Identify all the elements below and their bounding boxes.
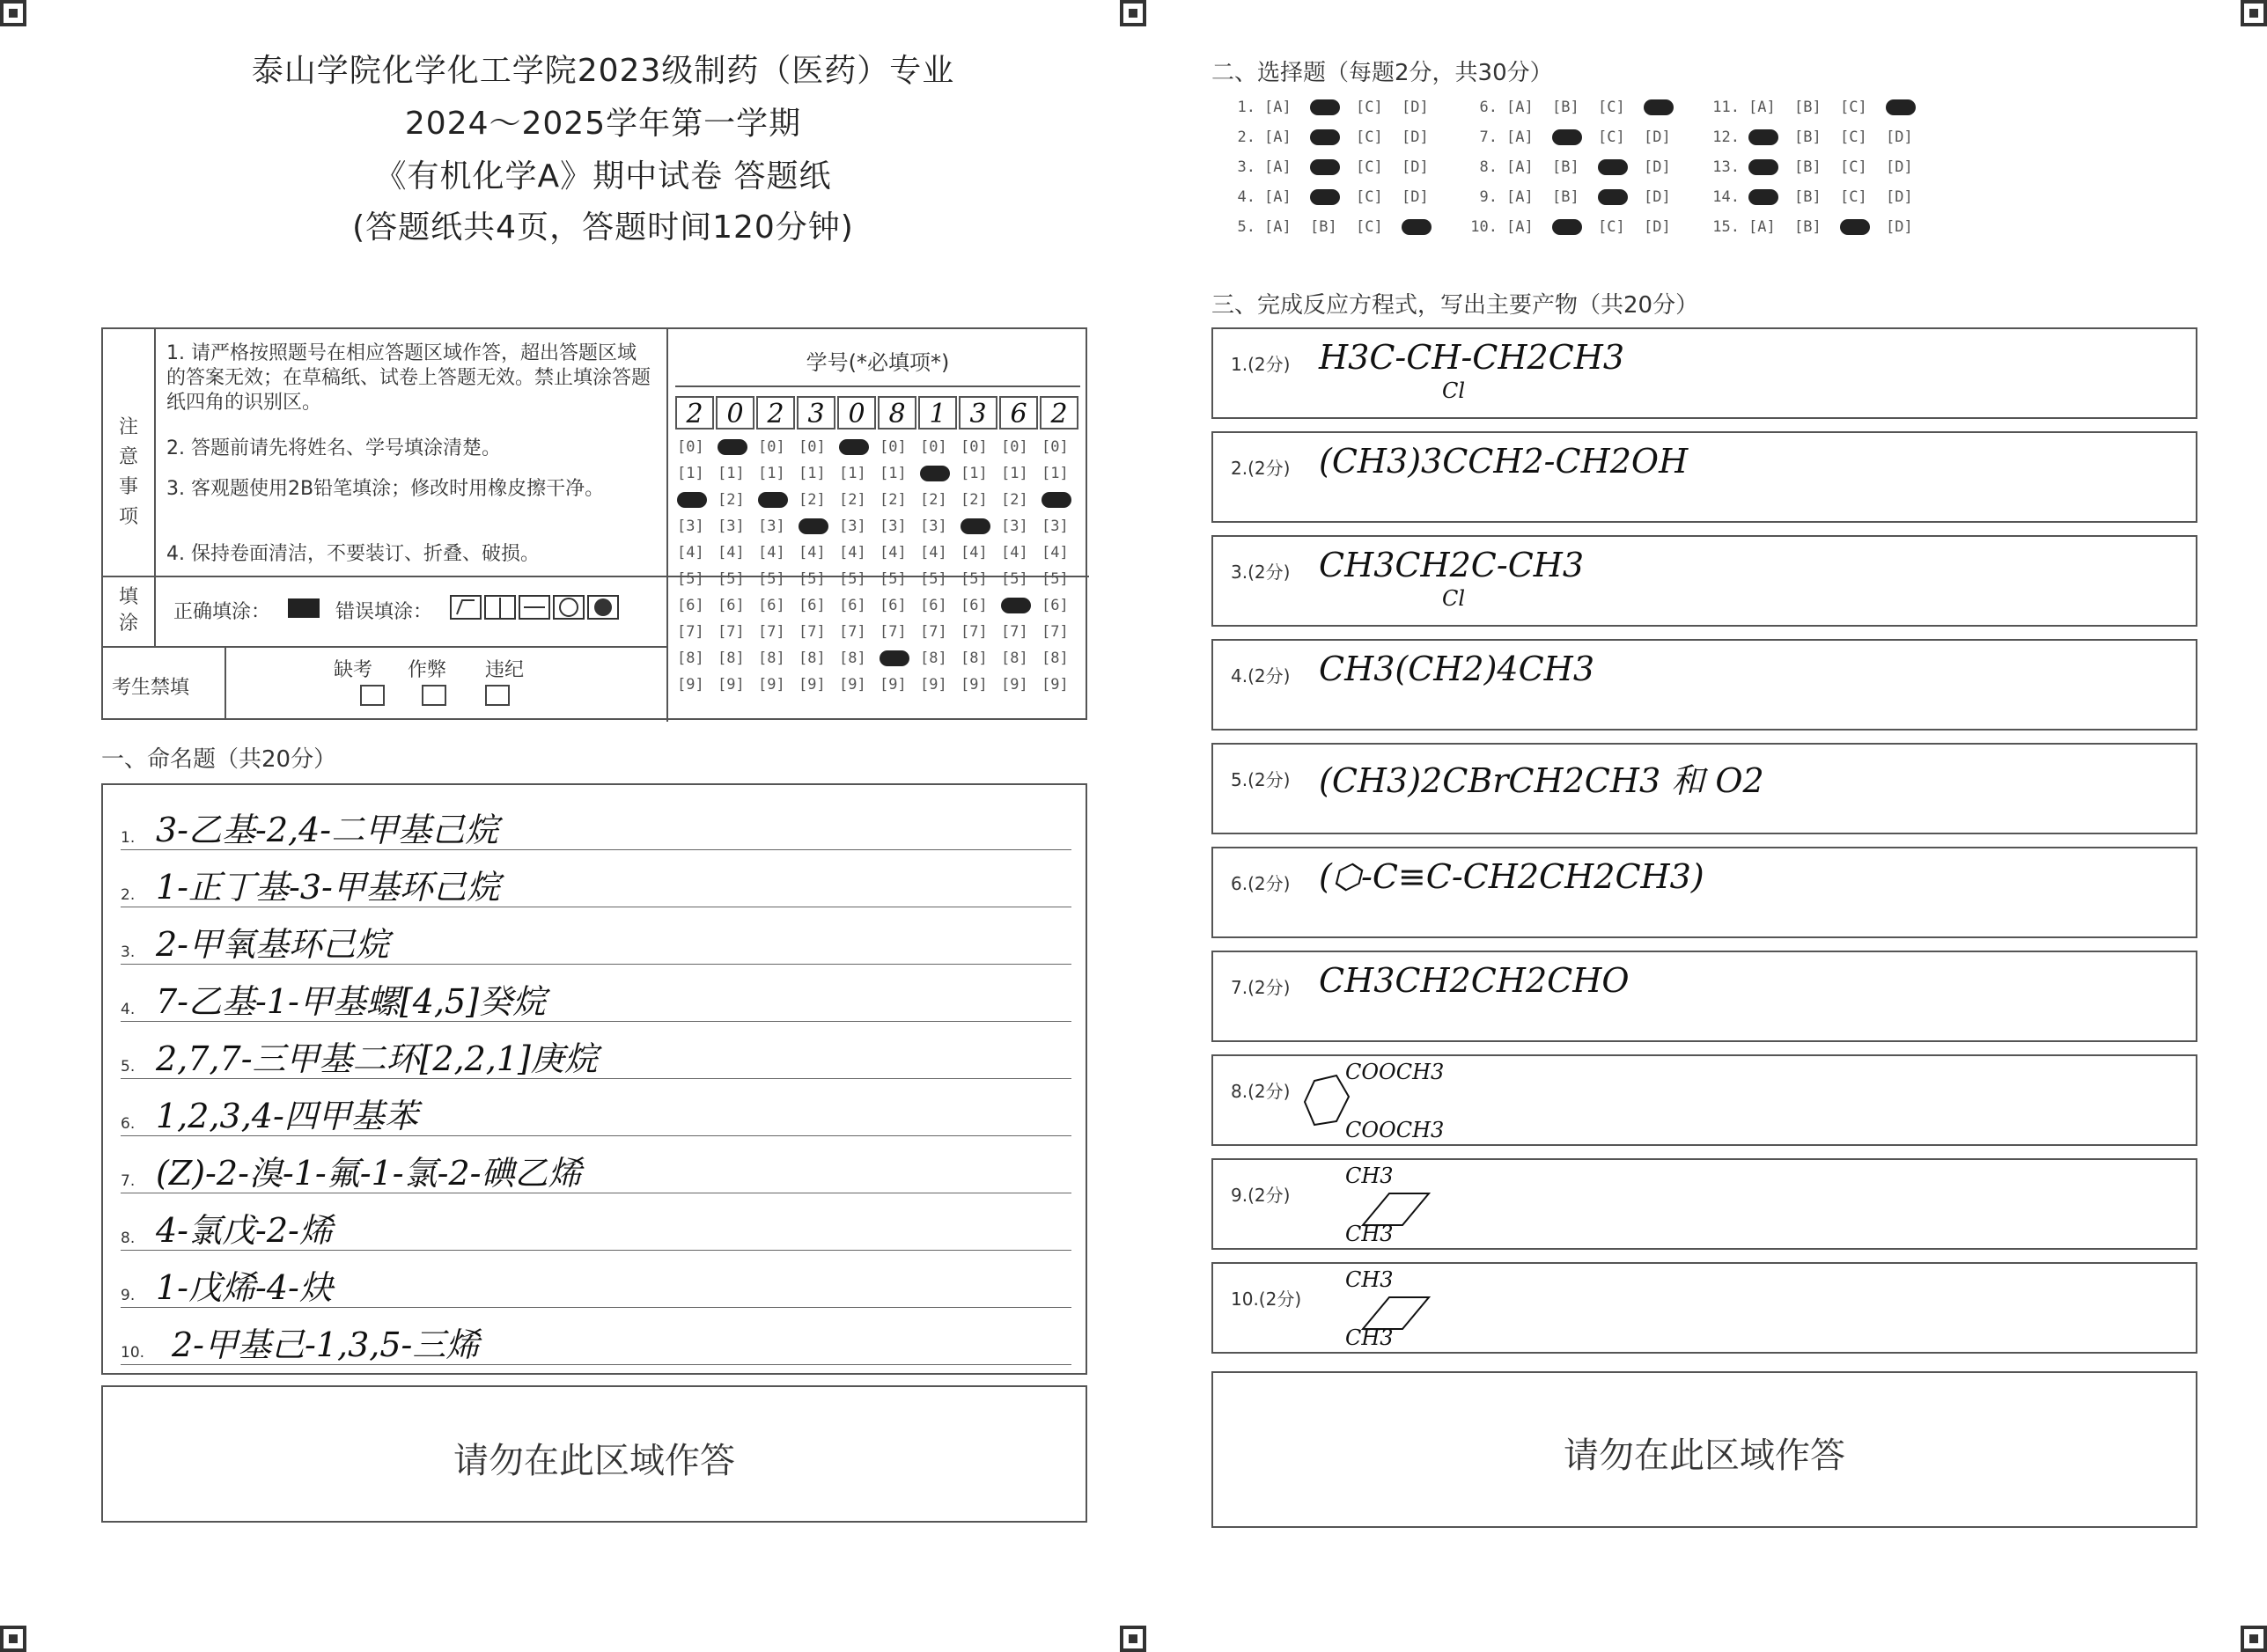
choice-bubble[interactable]: [B] xyxy=(1552,188,1579,206)
choice-bubble[interactable]: [A] xyxy=(1748,218,1776,236)
choice-bubble[interactable]: [D] xyxy=(1402,188,1429,206)
reaction-question-label: 8.(2分) xyxy=(1231,1081,1291,1102)
student-id-bubble[interactable]: [3] xyxy=(1001,518,1028,535)
choice-bubble[interactable]: [D] xyxy=(1402,99,1429,116)
notice-label: 注意事项 xyxy=(118,416,138,528)
reaction-question-label: 2.(2分) xyxy=(1231,458,1291,479)
naming-question-number: 7. xyxy=(121,1172,136,1190)
choice-bubble[interactable]: [C] xyxy=(1840,128,1867,146)
student-id-bubble[interactable]: [8] xyxy=(1041,650,1069,667)
reaction-answer-subtext: CH3 xyxy=(1345,1325,1394,1350)
student-id-bubble[interactable]: [5] xyxy=(758,570,785,588)
choice-question-number: 4. xyxy=(1237,188,1255,206)
choice-bubble-filled[interactable] xyxy=(1644,99,1674,116)
corner-marker xyxy=(2241,1626,2267,1652)
choice-bubble-filled[interactable] xyxy=(1552,218,1582,236)
naming-question-number: 9. xyxy=(121,1287,136,1304)
choice-bubble[interactable]: [A] xyxy=(1506,128,1534,146)
student-id-bubble[interactable]: [3] xyxy=(718,518,745,535)
answer-underline xyxy=(121,1364,1071,1365)
choice-bubble[interactable]: [C] xyxy=(1598,128,1625,146)
choice-bubble[interactable]: [B] xyxy=(1794,188,1822,206)
student-id-bubble[interactable]: [1] xyxy=(961,465,988,482)
reaction-question-label: 9.(2分) xyxy=(1231,1185,1291,1206)
no-answer-text-right: 请勿在此区域作答 xyxy=(1564,1435,1845,1476)
choice-bubble[interactable]: [D] xyxy=(1644,158,1671,176)
cyclobutane-ring-icon xyxy=(1354,1285,1433,1338)
student-id-bubble[interactable]: [3] xyxy=(839,518,866,535)
student-id-bubble[interactable]: [9] xyxy=(1001,676,1028,694)
corner-marker xyxy=(1120,1626,1146,1652)
choice-bubble[interactable]: [D] xyxy=(1886,158,1913,176)
choice-question-number: 1. xyxy=(1237,99,1255,116)
choice-question-number: 2. xyxy=(1237,128,1255,146)
student-id-bubble[interactable]: [1] xyxy=(718,465,745,482)
correct-fill-label: 正确填涂： xyxy=(173,601,271,623)
choice-bubble-filled[interactable] xyxy=(1748,158,1778,176)
student-id-digit-cell[interactable]: 3 xyxy=(959,396,997,430)
reaction-answer-text: CH3CH2C-CH3 xyxy=(1319,546,1585,584)
student-id-bubble[interactable]: [8] xyxy=(1001,650,1028,667)
naming-answer-text: 1-正丁基-3-甲基环己烷 xyxy=(156,868,500,907)
student-id-bubble[interactable]: [2] xyxy=(1001,491,1028,509)
reaction-answer-subtext: COOCH3 xyxy=(1345,1118,1445,1142)
choice-bubble[interactable]: [B] xyxy=(1794,158,1822,176)
forbid-absent-checkbox[interactable] xyxy=(360,685,385,706)
section3-title: 三、完成反应方程式，写出主要产物（共20分） xyxy=(1211,292,1699,319)
reaction-answer-box[interactable] xyxy=(1211,1262,2197,1354)
choice-bubble-filled[interactable] xyxy=(1840,218,1870,236)
choice-bubble-filled[interactable] xyxy=(1598,158,1628,176)
naming-question-number: 5. xyxy=(121,1058,136,1076)
student-id-bubble-filled[interactable] xyxy=(880,650,909,667)
student-id-bubble[interactable]: [9] xyxy=(1041,676,1069,694)
header-line-2: 2024～2025学年第一学期 xyxy=(404,106,802,142)
forbid-label: 考生禁填 xyxy=(112,677,190,699)
reaction-answer-subtext: Cl xyxy=(1442,586,1466,611)
student-id-bubble[interactable]: [5] xyxy=(1001,570,1028,588)
student-id-bubble[interactable]: [7] xyxy=(920,623,947,641)
naming-answer-text: (Z)-2-溴-1-氟-1-氯-2-碘乙烯 xyxy=(156,1154,582,1193)
student-id-bubble-filled[interactable] xyxy=(920,465,950,482)
choice-bubble-filled[interactable] xyxy=(1552,128,1582,146)
section2-title: 二、选择题（每题2分，共30分） xyxy=(1211,60,1553,86)
student-id-bubble[interactable]: [9] xyxy=(920,676,947,694)
student-id-bubble[interactable]: [7] xyxy=(718,623,745,641)
choice-bubble[interactable]: [C] xyxy=(1356,188,1383,206)
choice-bubble[interactable]: [A] xyxy=(1506,158,1534,176)
choice-bubble[interactable]: [B] xyxy=(1552,99,1579,116)
choice-bubble[interactable]: [B] xyxy=(1794,218,1822,236)
student-id-bubble-filled[interactable] xyxy=(758,491,788,509)
choice-question-number: 8. xyxy=(1479,158,1498,176)
choice-question-number: 9. xyxy=(1479,188,1498,206)
corner-marker xyxy=(2241,0,2267,26)
naming-question-number: 10. xyxy=(121,1344,145,1362)
choice-question-number: 12. xyxy=(1712,128,1740,146)
student-id-bubble[interactable]: [4] xyxy=(1041,544,1069,562)
choice-bubble-filled[interactable] xyxy=(1310,158,1340,176)
student-id-bubble[interactable]: [6] xyxy=(677,597,704,614)
naming-question-number: 8. xyxy=(121,1230,136,1247)
choice-bubble-filled[interactable] xyxy=(1402,218,1432,236)
reaction-answer-text: (CH3)2CBrCH2CH3 和 O2 xyxy=(1319,761,1764,800)
choice-bubble-filled[interactable] xyxy=(1310,128,1340,146)
student-id-bubble-filled[interactable] xyxy=(839,438,869,456)
choice-bubble[interactable]: [B] xyxy=(1794,99,1822,116)
no-answer-zone-right xyxy=(1211,1371,2197,1528)
student-id-bubble[interactable]: [5] xyxy=(1041,570,1069,588)
choice-bubble[interactable]: [C] xyxy=(1598,99,1625,116)
reaction-answer-box[interactable] xyxy=(1211,743,2197,834)
student-id-bubble[interactable]: [7] xyxy=(880,623,907,641)
forbid-cheat-checkbox[interactable] xyxy=(422,685,446,706)
corner-marker xyxy=(0,1626,26,1652)
student-id-bubble[interactable]: [7] xyxy=(1041,623,1069,641)
section1-title: 一、命名题（共20分） xyxy=(101,746,337,773)
student-id-bubble[interactable]: [4] xyxy=(799,544,826,562)
no-answer-zone-left xyxy=(101,1385,1087,1523)
choice-bubble[interactable]: [D] xyxy=(1402,158,1429,176)
student-id-digit-cell[interactable]: 8 xyxy=(878,396,916,430)
choice-bubble[interactable]: [D] xyxy=(1886,188,1913,206)
choice-bubble[interactable]: [A] xyxy=(1264,158,1292,176)
choice-bubble[interactable]: [A] xyxy=(1506,218,1534,236)
answer-underline xyxy=(121,1135,1071,1136)
reaction-answer-box[interactable] xyxy=(1211,327,2197,419)
student-id-bubble[interactable]: [6] xyxy=(961,597,988,614)
student-id-bubble[interactable]: [2] xyxy=(799,491,826,509)
student-id-bubble[interactable]: [8] xyxy=(758,650,785,667)
student-id-bubbles[interactable] xyxy=(675,438,1085,711)
choice-question-number: 11. xyxy=(1712,99,1740,116)
student-id-bubble[interactable]: [1] xyxy=(799,465,826,482)
student-id-bubble[interactable]: [7] xyxy=(677,623,704,641)
student-id-bubble[interactable]: [7] xyxy=(799,623,826,641)
choice-bubble[interactable]: [C] xyxy=(1840,188,1867,206)
choice-bubble[interactable]: [C] xyxy=(1356,128,1383,146)
student-id-bubble[interactable]: [0] xyxy=(920,438,947,456)
reaction-question-label: 7.(2分) xyxy=(1231,977,1291,998)
forbid-violation-label: 违纪 xyxy=(485,659,525,681)
student-id-bubble[interactable]: [8] xyxy=(961,650,988,667)
answer-underline xyxy=(121,1021,1071,1022)
choice-bubble[interactable]: [D] xyxy=(1644,188,1671,206)
reaction-answer-box[interactable] xyxy=(1211,639,2197,731)
student-id-bubble[interactable]: [9] xyxy=(961,676,988,694)
choice-bubble[interactable]: [C] xyxy=(1840,158,1867,176)
student-id-digit-cell[interactable]: 1 xyxy=(918,396,957,430)
student-id-bubble[interactable]: [0] xyxy=(1041,438,1069,456)
answer-underline xyxy=(121,849,1071,850)
notice-item-2: 2. 答题前请先将姓名、学号填涂清楚。 xyxy=(166,437,501,459)
reaction-answer-box[interactable] xyxy=(1211,1054,2197,1146)
choice-question-number: 10. xyxy=(1470,218,1498,236)
naming-question-number: 2. xyxy=(121,886,136,904)
choice-bubble[interactable]: [A] xyxy=(1264,99,1292,116)
choice-bubble[interactable]: [A] xyxy=(1506,99,1534,116)
student-id-bubble-filled[interactable] xyxy=(799,518,828,535)
reaction-answer-text: CH3CH2CH2CHO xyxy=(1319,961,1630,1000)
student-id-bubble[interactable]: [2] xyxy=(880,491,907,509)
reaction-answer-box[interactable] xyxy=(1211,535,2197,627)
naming-question-number: 6. xyxy=(121,1115,136,1133)
student-id-bubble[interactable]: [8] xyxy=(677,650,704,667)
student-id-bubble[interactable]: [6] xyxy=(1041,597,1069,614)
choice-bubble-filled[interactable] xyxy=(1886,99,1916,116)
choice-bubble[interactable]: [C] xyxy=(1840,99,1867,116)
notice-item-1: 1. 请严格按照题号在相应答题区域作答，超出答题区域的答案无效；在草稿纸、试卷上答题无效。禁止填涂答题纸四角的识别区。 xyxy=(166,342,651,414)
student-id-bubble[interactable]: [4] xyxy=(961,544,988,562)
student-id-bubble[interactable]: [6] xyxy=(718,597,745,614)
student-id-bubble[interactable]: [5] xyxy=(839,570,866,588)
choice-question-number: 3. xyxy=(1237,158,1255,176)
choice-bubble-filled[interactable] xyxy=(1310,99,1340,116)
cyclohexene-ring-icon xyxy=(1301,1072,1354,1134)
student-id-bubble[interactable]: [5] xyxy=(880,570,907,588)
forbid-absent-label: 缺考 xyxy=(334,659,373,681)
naming-answer-text: 2-甲氧基环己烷 xyxy=(156,925,390,964)
student-id-bubble[interactable]: [9] xyxy=(799,676,826,694)
student-id-digit-cell[interactable]: 0 xyxy=(837,396,876,430)
choice-bubble[interactable]: [A] xyxy=(1506,188,1534,206)
student-id-bubble[interactable]: [0] xyxy=(1001,438,1028,456)
naming-question-number: 4. xyxy=(121,1001,136,1018)
choice-bubble[interactable]: [D] xyxy=(1886,128,1913,146)
choice-bubble[interactable]: [A] xyxy=(1748,99,1776,116)
reaction-answer-text: (CH3)3CCH2-CH2OH xyxy=(1319,442,1689,481)
choice-bubble[interactable]: [D] xyxy=(1644,128,1671,146)
corner-marker xyxy=(1120,0,1146,26)
student-id-bubble[interactable]: [8] xyxy=(839,650,866,667)
reaction-answer-text: CH3(CH2)4CH3 xyxy=(1319,650,1594,688)
answer-underline xyxy=(121,1078,1071,1079)
student-id-bubble[interactable]: [1] xyxy=(677,465,704,482)
student-id-bubble[interactable]: [5] xyxy=(920,570,947,588)
student-id-bubble[interactable]: [0] xyxy=(961,438,988,456)
student-id-bubble[interactable]: [9] xyxy=(718,676,745,694)
student-id-bubble[interactable]: [2] xyxy=(718,491,745,509)
reaction-answer-text: CH3 xyxy=(1345,1267,1394,1292)
student-id-bubble[interactable]: [4] xyxy=(718,544,745,562)
naming-answer-text: 2-甲基己-1,3,5-三烯 xyxy=(172,1325,480,1364)
student-id-bubble[interactable]: [5] xyxy=(961,570,988,588)
choice-question-number: 13. xyxy=(1712,158,1740,176)
wrong-fill-samples-icon xyxy=(450,595,626,621)
choice-bubble[interactable]: [C] xyxy=(1356,158,1383,176)
answer-underline xyxy=(121,1307,1071,1308)
student-id-title: 学号(*必填项*) xyxy=(806,350,950,375)
naming-answer-text: 1,2,3,4-四甲基苯 xyxy=(156,1097,418,1135)
answer-underline xyxy=(121,1250,1071,1251)
info-panel xyxy=(101,327,1087,720)
student-id-bubble[interactable]: [6] xyxy=(920,597,947,614)
choice-bubble[interactable]: [B] xyxy=(1552,158,1579,176)
student-id-bubble[interactable]: [8] xyxy=(799,650,826,667)
student-id-digit-cell[interactable]: 2 xyxy=(756,396,795,430)
student-id-bubble[interactable]: [9] xyxy=(677,676,704,694)
choice-answer-grid[interactable] xyxy=(1224,99,2192,257)
reaction-answer-subtext: CH3 xyxy=(1345,1222,1394,1246)
student-id-bubble[interactable]: [8] xyxy=(920,650,947,667)
student-id-bubble[interactable]: [4] xyxy=(880,544,907,562)
student-id-bubble[interactable]: [6] xyxy=(880,597,907,614)
header-line-3: 《有机化学A》期中试卷 答题纸 xyxy=(374,158,832,195)
cyclobutane-ring-icon xyxy=(1354,1181,1433,1234)
choice-bubble[interactable]: [D] xyxy=(1402,128,1429,146)
notice-item-3: 3. 客观题使用2B铅笔填涂；修改时用橡皮擦干净。 xyxy=(166,478,605,500)
choice-question-number: 5. xyxy=(1237,218,1255,236)
notice-item-4: 4. 保持卷面清洁，不要装订、折叠、破损。 xyxy=(166,543,540,565)
answer-underline xyxy=(121,964,1071,965)
student-id-bubble[interactable]: [7] xyxy=(839,623,866,641)
student-id-digits xyxy=(675,396,1080,431)
choice-bubble[interactable]: [B] xyxy=(1310,218,1337,236)
student-id-bubble[interactable]: [7] xyxy=(758,623,785,641)
student-id-bubble[interactable]: [4] xyxy=(758,544,785,562)
reaction-answer-subtext: Cl xyxy=(1442,378,1466,403)
choice-question-number: 7. xyxy=(1479,128,1498,146)
choice-bubble-filled[interactable] xyxy=(1598,188,1628,206)
no-answer-text-left: 请勿在此区域作答 xyxy=(453,1441,735,1481)
student-id-bubble[interactable]: [0] xyxy=(677,438,704,456)
fill-label: 填涂 xyxy=(118,586,138,635)
student-id-bubble[interactable]: [9] xyxy=(839,676,866,694)
reaction-answer-text: H3C-CH-CH2CH3 xyxy=(1319,338,1625,377)
reaction-answer-box[interactable] xyxy=(1211,951,2197,1042)
student-id-bubble[interactable]: [3] xyxy=(880,518,907,535)
wrong-fill-label: 错误填涂： xyxy=(335,601,433,623)
student-id-bubble[interactable]: [3] xyxy=(758,518,785,535)
choice-bubble[interactable]: [A] xyxy=(1264,188,1292,206)
student-id-bubble-filled[interactable] xyxy=(677,491,707,509)
naming-answer-text: 1-戊烯-4-炔 xyxy=(156,1268,333,1307)
choice-question-number: 15. xyxy=(1712,218,1740,236)
choice-bubble-filled[interactable] xyxy=(1748,128,1778,146)
choice-bubble[interactable]: [C] xyxy=(1356,99,1383,116)
student-id-bubble[interactable]: [2] xyxy=(839,491,866,509)
choice-bubble-filled[interactable] xyxy=(1310,188,1340,206)
student-id-bubble[interactable]: [3] xyxy=(1041,518,1069,535)
naming-answer-box xyxy=(101,783,1087,1375)
forbid-violation-checkbox[interactable] xyxy=(485,685,510,706)
reaction-question-label: 4.(2分) xyxy=(1231,665,1291,686)
student-id-bubble[interactable]: [6] xyxy=(839,597,866,614)
student-id-digit-cell[interactable]: 2 xyxy=(675,396,714,430)
header-line-1: 泰山学院化学化工学院2023级制药（医药）专业 xyxy=(251,53,955,89)
naming-question-number: 1. xyxy=(121,829,136,847)
correct-fill-sample-icon xyxy=(288,598,320,618)
naming-answer-text: 3-乙基-2,4-二甲基己烷 xyxy=(156,811,499,849)
student-id-bubble[interactable]: [1] xyxy=(839,465,866,482)
choice-bubble[interactable]: [C] xyxy=(1356,218,1383,236)
student-id-bubble[interactable]: [2] xyxy=(961,491,988,509)
reaction-answer-box[interactable] xyxy=(1211,847,2197,938)
student-id-bubble[interactable]: [4] xyxy=(677,544,704,562)
student-id-bubble-filled[interactable] xyxy=(718,438,747,456)
choice-bubble[interactable]: [D] xyxy=(1886,218,1913,236)
choice-bubble-filled[interactable] xyxy=(1748,188,1778,206)
student-id-bubble[interactable]: [5] xyxy=(718,570,745,588)
forbid-cheat-label: 作弊 xyxy=(408,659,447,681)
choice-bubble[interactable]: [A] xyxy=(1264,128,1292,146)
student-id-bubble[interactable]: [3] xyxy=(920,518,947,535)
reaction-answer-text: COOCH3 xyxy=(1345,1060,1445,1084)
student-id-bubble-filled[interactable] xyxy=(961,518,990,535)
student-id-bubble[interactable]: [9] xyxy=(758,676,785,694)
student-id-bubble[interactable]: [0] xyxy=(758,438,785,456)
header-line-4: (答题纸共4页，答题时间120分钟) xyxy=(352,209,854,246)
corner-marker xyxy=(0,0,26,26)
naming-answer-text: 4-氯戊-2-烯 xyxy=(156,1211,333,1250)
reaction-question-label: 5.(2分) xyxy=(1231,769,1291,790)
reaction-answer-text: CH3 xyxy=(1345,1164,1394,1188)
student-id-bubble[interactable]: [4] xyxy=(920,544,947,562)
student-id-bubble[interactable]: [0] xyxy=(799,438,826,456)
choice-question-number: 6. xyxy=(1479,99,1498,116)
student-id-bubble[interactable]: [9] xyxy=(880,676,907,694)
reaction-question-label: 1.(2分) xyxy=(1231,354,1291,375)
student-id-bubble[interactable]: [2] xyxy=(920,491,947,509)
choice-bubble[interactable]: [A] xyxy=(1264,218,1292,236)
naming-answer-text: 2,7,7-三甲基二环[2,2,1]庚烷 xyxy=(156,1039,598,1078)
student-id-bubble[interactable]: [1] xyxy=(1041,465,1069,482)
student-id-bubble[interactable]: [7] xyxy=(961,623,988,641)
naming-question-number: 3. xyxy=(121,943,136,961)
student-id-digit-cell[interactable]: 6 xyxy=(999,396,1038,430)
student-id-bubble[interactable]: [1] xyxy=(1001,465,1028,482)
reaction-question-label: 10.(2分) xyxy=(1231,1289,1302,1310)
naming-answer-text: 7-乙基-1-甲基螺[4,5]癸烷 xyxy=(156,982,546,1021)
reaction-answer-text: (⬡-C≡C-CH2CH2CH3) xyxy=(1319,857,1704,896)
choice-question-number: 14. xyxy=(1712,188,1740,206)
student-id-bubble[interactable]: [6] xyxy=(799,597,826,614)
reaction-answer-box[interactable] xyxy=(1211,431,2197,523)
student-id-bubble[interactable]: [5] xyxy=(677,570,704,588)
student-id-digit-cell[interactable]: 0 xyxy=(716,396,754,430)
student-id-bubble-filled[interactable] xyxy=(1041,491,1071,509)
student-id-digit-cell[interactable]: 3 xyxy=(797,396,835,430)
student-id-bubble[interactable]: [6] xyxy=(758,597,785,614)
reaction-question-label: 6.(2分) xyxy=(1231,873,1291,894)
student-id-bubble[interactable]: [7] xyxy=(1001,623,1028,641)
student-id-digit-cell[interactable]: 2 xyxy=(1040,396,1078,430)
reaction-answer-box[interactable] xyxy=(1211,1158,2197,1250)
student-id-bubble[interactable]: [1] xyxy=(880,465,907,482)
choice-bubble[interactable]: [C] xyxy=(1598,218,1625,236)
choice-bubble[interactable]: [D] xyxy=(1644,218,1671,236)
student-id-bubble[interactable]: [1] xyxy=(758,465,785,482)
choice-bubble[interactable]: [B] xyxy=(1794,128,1822,146)
student-id-bubble[interactable]: [4] xyxy=(839,544,866,562)
student-id-bubble[interactable]: [4] xyxy=(1001,544,1028,562)
student-id-bubble[interactable]: [5] xyxy=(799,570,826,588)
reaction-question-label: 3.(2分) xyxy=(1231,562,1291,583)
student-id-bubble[interactable]: [3] xyxy=(677,518,704,535)
student-id-bubble[interactable]: [8] xyxy=(718,650,745,667)
student-id-bubble[interactable]: [0] xyxy=(880,438,907,456)
student-id-bubble-filled[interactable] xyxy=(1001,597,1031,614)
